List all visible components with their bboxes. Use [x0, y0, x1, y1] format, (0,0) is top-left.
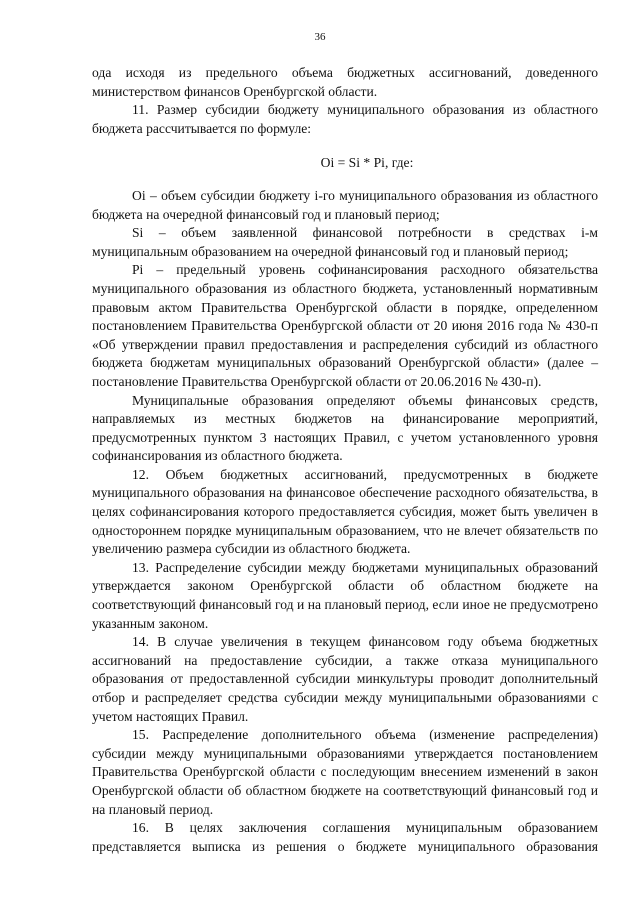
- definition-pi: Pi – предельный уровень софинансирования расходного обязательства муниципального образования из областного бюджета, установленный нормативным правовым актом Правительства Оренбургской области в порядке, определенном постановлением Правительства Оренбургской области от 20 июня 2016 года № 430-п «Об утверждении правил предоставления и распределения субсидий из областного бюджета бюджетам муниципальных образований Оренбургской области» (далее – постановление Правительства Оренбургской области от 20.06.2016 № 430-п).: [92, 262, 598, 389]
- paragraph-municipal-funding: Муниципальные образования определяют объемы финансовых средств, направляемых из местных бюджетов на финансирование мероприятий, предусмотренных пунктом 3 настоящих Правил, с учетом установленного уровня софинансирования из областного бюджета.: [92, 392, 598, 464]
- clause-12: 12. Объем бюджетных ассигнований, предусмотренных в бюджете муниципального образования на финансовое обеспечение расходного обязательства, в целях софинансирования которого предоставляется субсидия, может быть увеличен в одностороннем порядке муниципальным образованием, что не влечет обязательств по увеличению размера субсидии из областного бюджета.: [92, 466, 598, 557]
- definition-oi: Oi – объем субсидии бюджету i-го муниципального образования из областного бюджета на очередной финансовый год и плановый период;: [92, 187, 598, 222]
- formula: Oi = Si * Pi, где:: [320, 155, 414, 171]
- page-number: 36: [314, 31, 326, 43]
- document-body: [92, 64, 598, 856]
- definition-si: Si – объем заявленной финансовой потребности в средствах i-м муниципальным образованием на очередной финансовый год и плановый период;: [92, 225, 598, 259]
- clause-11: 11. Размер субсидии бюджету муниципального образования из областного бюджета рассчитывается по формуле:: [92, 102, 598, 136]
- clause-14: 14. В случае увеличения в текущем финансовом году объема бюджетных ассигнований на предоставление субсидии, а также отказа муниципального образования от предоставленной субсидии минкультуры проводит дополнительный отбор и распределяет средства субсидии между муниципальными образованиями с учетом настоящих Правил.: [92, 634, 598, 724]
- clause-15: 15. Распределение дополнительного объема (изменение распределения) субсидии между муниципальными образованиями утверждается постановлением Правительства Оренбургской области с последующим внесением изменений в закон Оренбургской области об областном бюджете на соответствующий финансовый год и на плановый период.: [92, 727, 598, 817]
- clause-13: 13. Распределение субсидии между бюджетами муниципальных образований утверждается законом Оренбургской области об областном бюджете на соответствующий финансовый год и на плановый период, если иное не предусмотрено указанным законом.: [92, 559, 598, 631]
- paragraph-continuation: ода исходя из предельного объема бюджетных ассигнований, доведенного министерством финансов Оренбургской области.: [92, 65, 598, 99]
- clause-16: 16. В целях заключения соглашения муниципальным образованием представляется выписка из решения о бюджете муниципального образования: [92, 820, 598, 854]
